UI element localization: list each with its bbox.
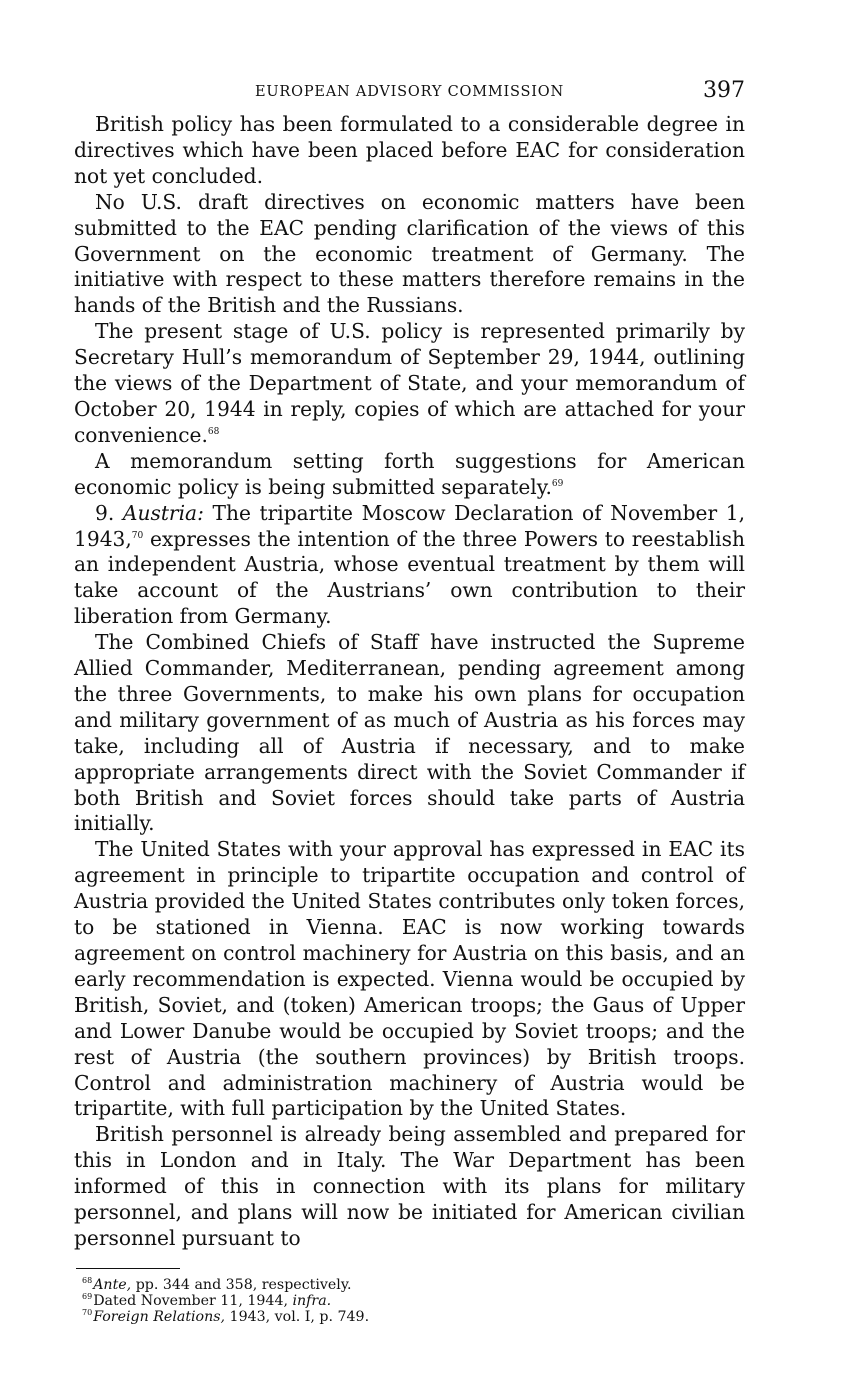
paragraph-text: The Combined Chiefs of Staff have instructed the Supreme Allied Commander, Mediterranean, pending agreement among the three Governments, to make his own plans for occupation and military government of as much of Austria as his forces may take, including all of Austria if necessary, and to make appropriate arrangements direct with the Soviet Commander if both British and Soviet forces should take parts of Austria initially. <box>74 630 745 836</box>
running-head: EUROPEAN ADVISORY COMMISSION <box>255 84 564 100</box>
footnote-text: Dated November 11, 1944, <box>93 1292 293 1309</box>
footnote-text: pp. 344 and 358, respectively. <box>131 1276 352 1293</box>
paragraph <box>74 112 745 190</box>
footnote <box>74 1293 745 1309</box>
paragraph-text: No U.S. draft directives on economic matters have been submitted to the EAC pending clarification of the views of this Government on the economic treatment of Germany. The initiative with respect to these matters therefore remains in the hands of the British and the Russians. <box>74 189 745 318</box>
footnote-italic: Foreign Relations, <box>93 1308 226 1325</box>
footnote-italic: Ante, <box>93 1276 132 1293</box>
paragraph <box>74 319 745 449</box>
paragraph <box>74 837 745 1122</box>
paragraph-text: The United States with your approval has expressed in EAC its agreement in principle to tripartite occupation and control of Austria provided the United States contributes only token forces, to be stationed in Vienna. EAC is now working towards agreement on control machinery for Austria on this basis, and an early recommendation is expected. Vienna would be occupied by British, Soviet, and (token) American troops; the Gaus of Upper and Lower Danube would be occupied by Soviet troops; and the rest of Austria (the southern provinces) by British troops. Control and administration machinery of Austria would be tripartite, with full participation by the United States. <box>74 837 745 1121</box>
paragraph <box>74 190 745 320</box>
footnote-italic: infra. <box>292 1292 332 1309</box>
body-text <box>74 112 745 1252</box>
footnote <box>74 1309 745 1325</box>
footnote-mark: 70 <box>82 1307 93 1317</box>
paragraph-text: expresses the intention of the three Powers to reestablish an independent Austria, whose eventual treatment by them will take account of the Austrians’ own contribution to their liberation from Germany. <box>74 526 745 629</box>
paragraph <box>74 630 745 837</box>
document-page <box>74 78 745 1325</box>
paragraph <box>74 1122 745 1252</box>
paragraph-text: The present stage of U.S. policy is represented primarily by Secretary Hull’s memorandum of September 29, 1944, outlining the views of the Department of State, and your memorandum of October 20, 1944 in reply, copies of which are attached for your convenience. <box>74 319 745 447</box>
section-heading: Austria: <box>122 500 204 525</box>
paragraph-text: British policy has been formulated to a considerable degree in directives which have been placed before EAC for consideration not yet concluded. <box>74 112 745 188</box>
page-header <box>74 78 745 112</box>
footnote-reference: 69 <box>551 478 564 489</box>
section-number: 9. <box>95 500 115 525</box>
footnote-mark: 69 <box>82 1291 93 1301</box>
footnote-reference: 70 <box>131 530 144 541</box>
footnote-reference: 68 <box>207 426 220 437</box>
footnote-text: 1943, vol. I, p. 749. <box>225 1308 370 1325</box>
footnote-mark: 68 <box>82 1275 93 1285</box>
paragraph-text: British personnel is already being assembled and prepared for this in London and in Italy. The War Department has been informed of this in connection with its plans for military personnel, and plans will now be initiated for American civilian personnel pursuant to <box>74 1122 745 1250</box>
page-number: 397 <box>703 78 745 103</box>
paragraph-text: The tripartite Moscow Declaration of November 1, 1943, <box>74 500 745 551</box>
footnotes <box>74 1277 745 1325</box>
paragraph-text: A memorandum setting forth suggestions for American economic policy is being submitted separately. <box>74 448 745 499</box>
footnote <box>74 1277 745 1293</box>
paragraph <box>74 449 745 501</box>
paragraph <box>74 501 745 631</box>
footnote-divider <box>76 1268 180 1269</box>
